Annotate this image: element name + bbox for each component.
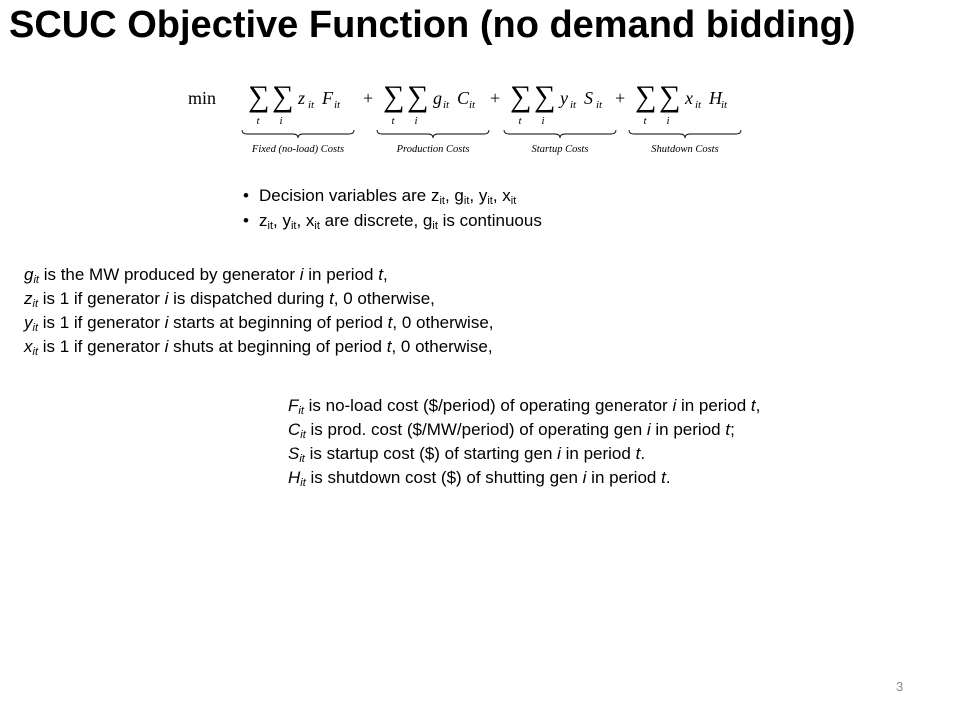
sum-index-t: t: [518, 115, 522, 127]
underbrace: [242, 130, 354, 138]
underbrace-label: Shutdown Costs: [651, 144, 719, 155]
decision-variable: g: [433, 88, 442, 108]
sum-over-t-symbol: ∑: [248, 80, 270, 113]
cost-coefficient: S: [584, 88, 593, 108]
definition-x: $x_{it}$ is 1 if generator i shuts at beginning of period t, 0 otherwise,: [24, 337, 493, 358]
coefficient-subscript-it: it: [721, 99, 728, 111]
slide-title: SCUC Objective Function (no demand bidding): [9, 4, 856, 46]
cost-coefficient: C: [457, 88, 470, 108]
underbrace: [504, 130, 616, 138]
bullet-decision-variables: • Decision variables are $z_{it}$, $g_{it}$, $y_{it}$, $x_{it}$: [243, 183, 542, 208]
sum-over-i-symbol: ∑: [659, 80, 681, 113]
underbrace: [629, 130, 741, 138]
decision-variable: x: [685, 88, 693, 108]
definition-C: $C_{it}$ is prod. cost ($/MW/period) of operating gen i in period t;: [288, 420, 735, 441]
definition-y: $y_{it}$ is 1 if generator i starts at beginning of period t, 0 otherwise,: [24, 313, 494, 334]
sum-over-t-symbol: ∑: [510, 80, 532, 113]
sum-index-i: i: [414, 115, 418, 127]
underbrace-label: Production Costs: [396, 144, 470, 155]
cost-definitions: [288, 394, 760, 490]
sum-over-t-symbol: ∑: [635, 80, 657, 113]
underbrace-label: Fixed (no-load) Costs: [251, 144, 345, 155]
sum-over-i-symbol: ∑: [534, 80, 556, 113]
sum-over-i-symbol: ∑: [407, 80, 429, 113]
cost-coefficient: H: [709, 88, 722, 108]
coefficient-subscript-it: it: [469, 99, 476, 111]
bullet-list: [243, 183, 542, 233]
plus-sign: +: [363, 88, 374, 108]
definition-z: $z_{it}$ is 1 if generator i is dispatched during t, 0 otherwise,: [24, 289, 435, 310]
sum-over-t-symbol: ∑: [383, 80, 405, 113]
sum-over-i-symbol: ∑: [272, 80, 294, 113]
sum-index-t: t: [643, 115, 647, 127]
sum-index-i: i: [541, 115, 545, 127]
definition-H: $H_{it}$ is shutdown cost ($) of shutting gen i in period t.: [288, 468, 671, 489]
coefficient-subscript-it: it: [596, 99, 603, 111]
bullet-variable-types: • $z_{it}$, $y_{it}$, $x_{it}$ are discrete, $g_{it}$ is continuous: [243, 208, 542, 233]
sum-index-i: i: [666, 115, 670, 127]
variable-subscript-it: it: [308, 99, 315, 111]
plus-sign: +: [615, 88, 626, 108]
sum-index-i: i: [279, 115, 283, 127]
variable-subscript-it: it: [695, 99, 702, 111]
variable-subscript-it: it: [570, 99, 577, 111]
objective-formula: [188, 72, 768, 164]
definition-S: $S_{it}$ is startup cost ($) of starting gen i in period t.: [288, 444, 646, 465]
variable-definitions: [24, 263, 494, 359]
definition-g: $g_{it}$ is the MW produced by generator i in period t,: [24, 265, 388, 286]
decision-variable: z: [298, 88, 306, 108]
definition-F: $F_{it}$ is no-load cost ($/period) of operating generator i in period t,: [288, 396, 761, 417]
plus-sign: +: [490, 88, 501, 108]
min-operator: min: [188, 88, 217, 108]
variable-subscript-it: it: [443, 99, 450, 111]
sum-index-t: t: [256, 115, 260, 127]
sum-index-t: t: [391, 115, 395, 127]
underbrace-label: Startup Costs: [531, 144, 589, 155]
cost-coefficient: F: [322, 88, 333, 108]
coefficient-subscript-it: it: [334, 99, 341, 111]
decision-variable: y: [560, 88, 568, 108]
underbrace: [377, 130, 489, 138]
page-number: 3: [896, 679, 904, 694]
